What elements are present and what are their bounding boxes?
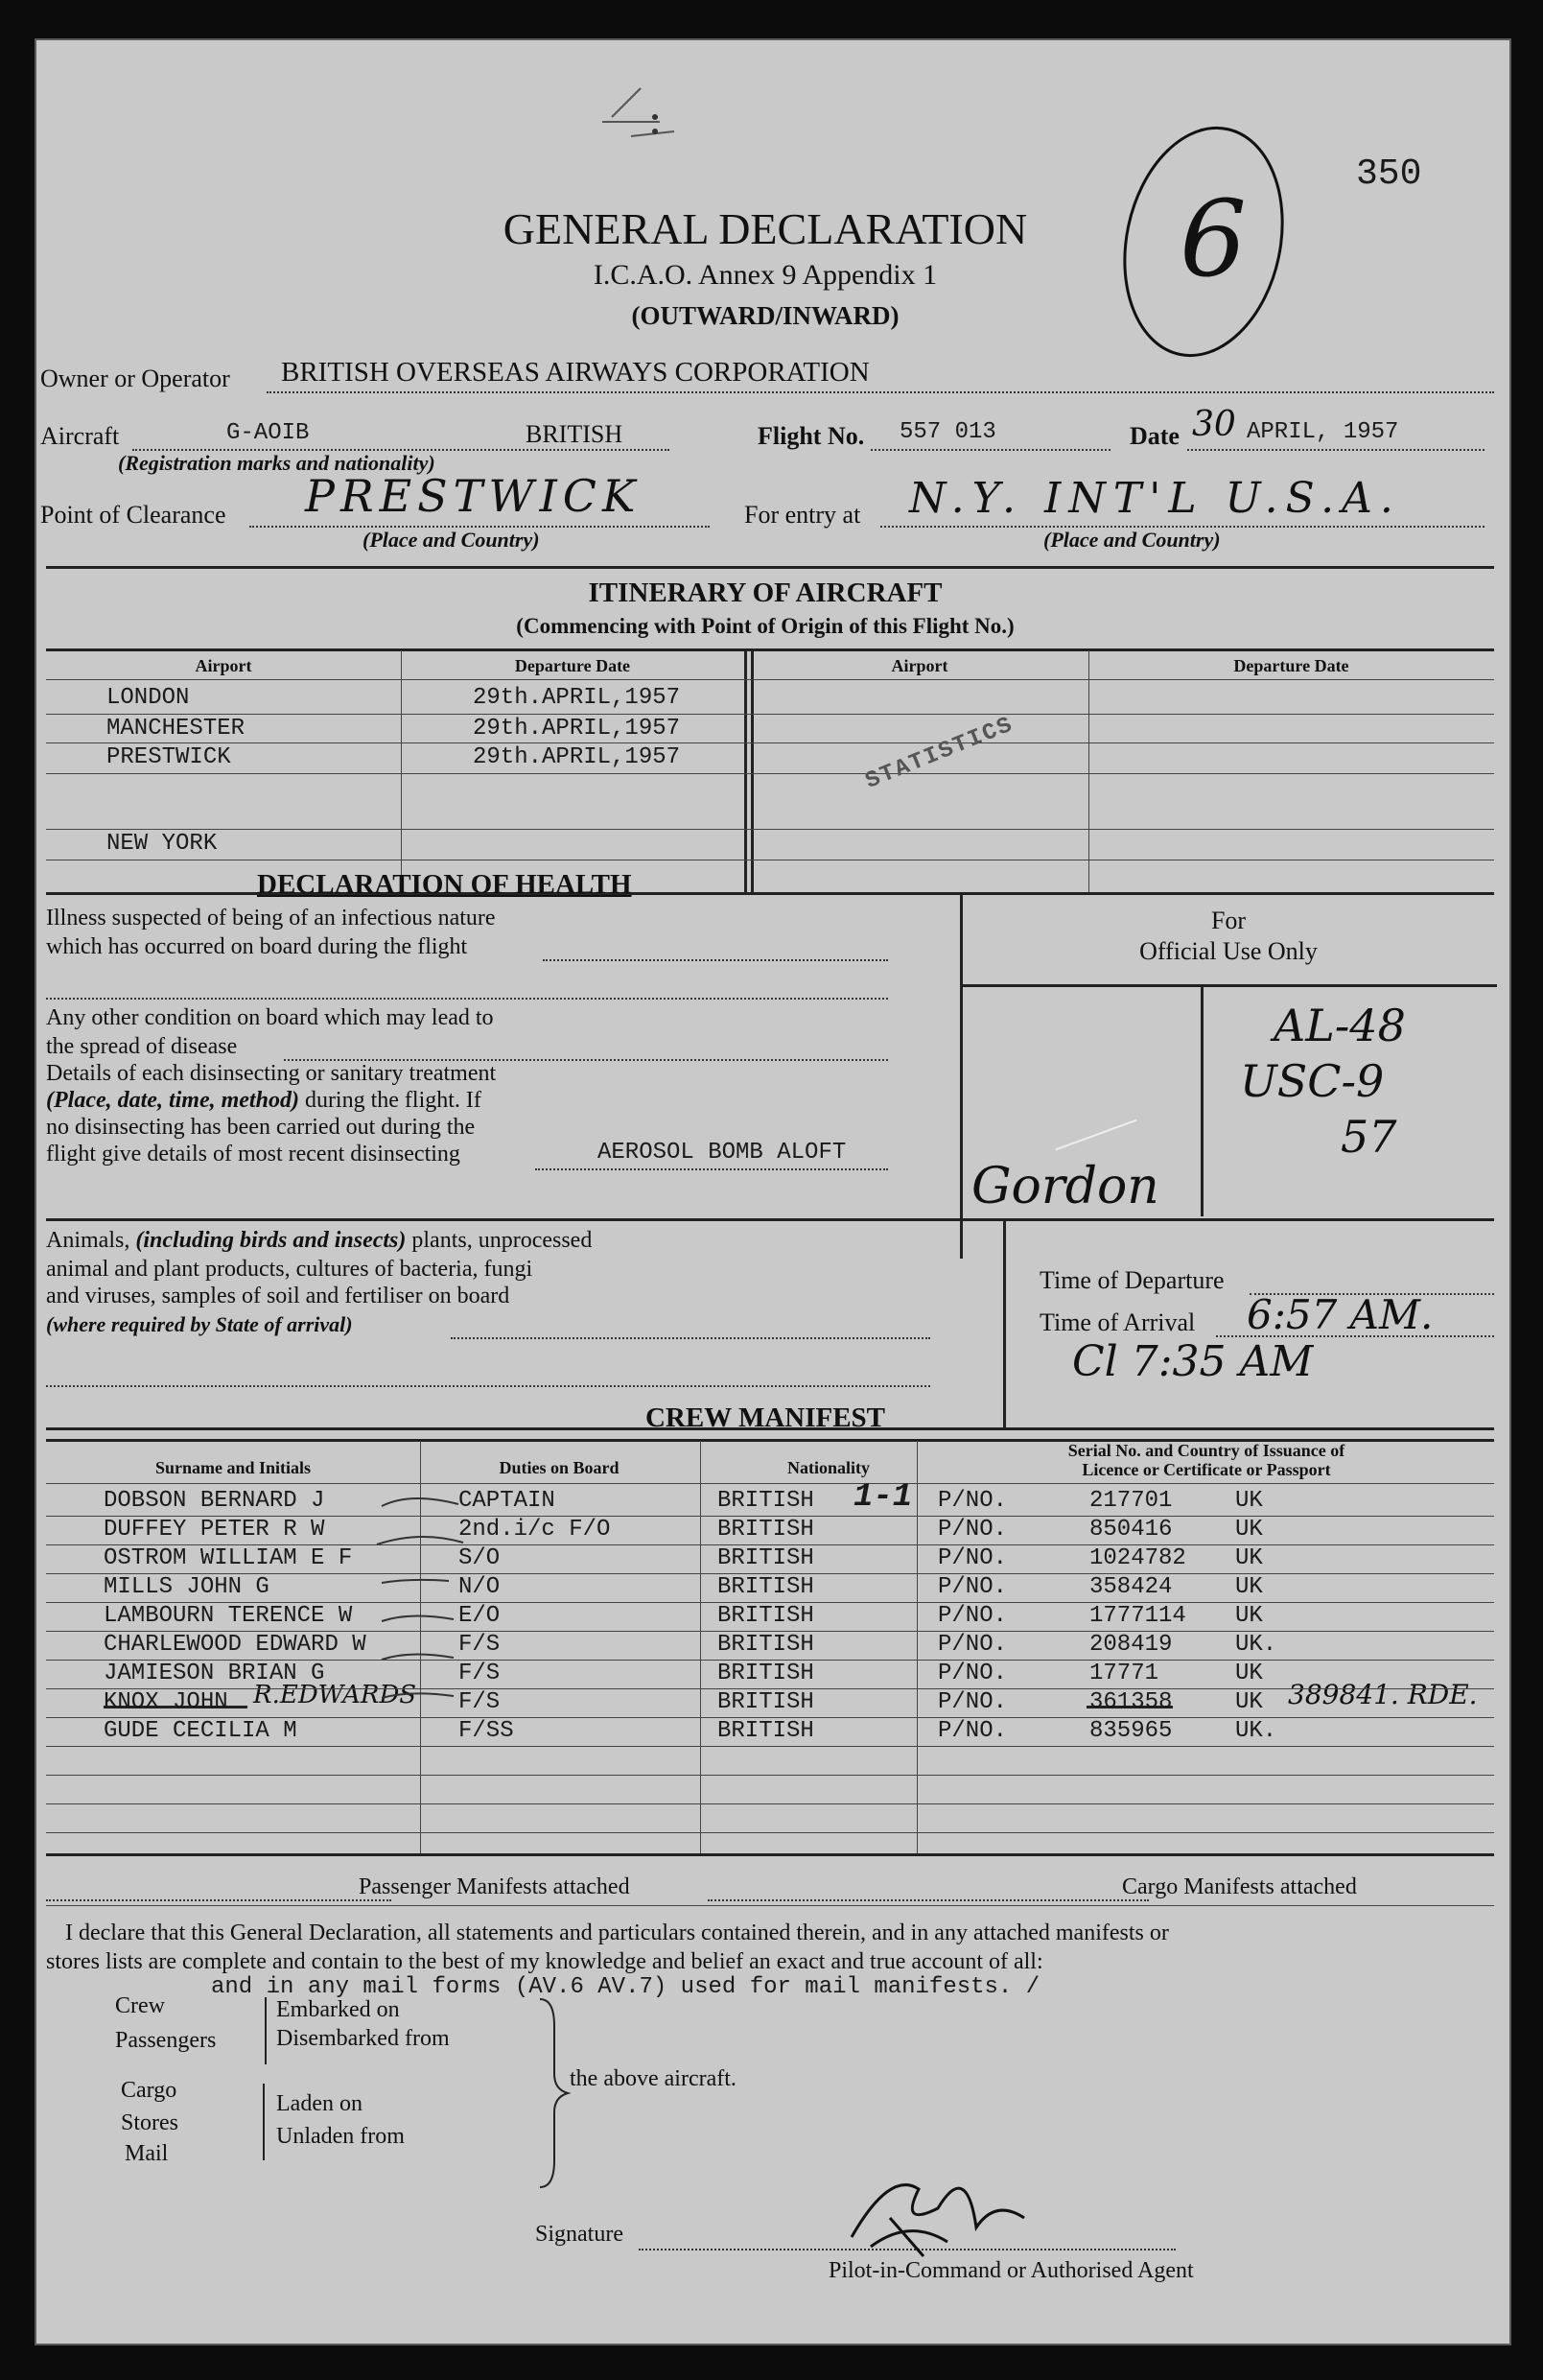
itin-header-date-2: Departure Date [1233,656,1349,675]
animals-line4: (where required by State of arrival) [46,1312,353,1336]
cargo-manifests: Cargo Manifests attached [1122,1874,1357,1899]
crew-cell-country: UK [1235,1603,1263,1629]
health-q3-line2: during the flight. If [304,1088,481,1113]
health-q3-line3: no disinsecting has been carried out during the [46,1115,476,1140]
pencil-scribble [583,79,698,146]
circled-mark-text: 6 [1180,177,1247,300]
health-title: DECLARATION OF HEALTH [257,869,632,900]
health-q3-answer: AEROSOL BOMB ALOFT [597,1140,847,1166]
crew-cell-pno: P/NO. [938,1517,1008,1543]
crew-header-duty: Duties on Board [499,1458,620,1477]
crew-cell-nat: BRITISH [717,1488,814,1514]
crew-row-rule [46,1803,1494,1804]
aircraft-nationality: BRITISH [526,420,623,448]
crew-header-nationality: Nationality [786,1458,870,1477]
date-day: 30 [1192,405,1236,444]
itin-header-date-1: Departure Date [514,656,631,675]
crew-cell-name: CHARLEWOOD EDWARD W [104,1632,366,1658]
brace [535,1997,573,2189]
passenger-manifests: Passenger Manifests attached [359,1874,630,1899]
animals-b: plants, unprocessed [411,1228,593,1253]
entry-value: N.Y. INT'L U.S.A. [909,474,1401,523]
itin-airport: LONDON [106,685,190,711]
decl-embarked: Embarked on [276,1997,400,2022]
animals-italic: (including birds and insects) [135,1228,407,1253]
crew-cell-duty: 2nd.i/c F/O [458,1517,611,1543]
crew-row-rule [46,1832,1494,1833]
crew-cell-serial: 850416 [1089,1517,1173,1543]
crew-cell-country: UK [1235,1661,1263,1686]
date-value: APRIL, 1957 [1247,419,1399,445]
captain-mark: 1-1 [853,1479,913,1516]
crew-cell-nat: BRITISH [717,1574,814,1600]
crew-row-rule [46,1746,1494,1747]
crew-cell-country: UK [1235,1488,1263,1514]
form-title: GENERAL DECLARATION [503,204,1028,253]
signature-label: Signature [535,2222,623,2247]
arrival-value: 6:57 AM. [1247,1291,1434,1338]
crew-cell-name: DUFFEY PETER R W [104,1517,325,1543]
animals-line3: and viruses, samples of soil and fertiliser on board [46,1284,510,1308]
itin-header-airport-1: Airport [195,656,252,675]
itin-date: 29th.APRIL,1957 [473,716,681,742]
crew-cell-name: KNOX JOHN [104,1689,228,1715]
health-q1-line2: which has occurred on board during the flight [46,934,468,959]
arrival-extra: Cl 7:35 AM [1072,1337,1314,1386]
crew-cell-duty: F/S [458,1632,501,1658]
circled-number [1112,107,1295,376]
decl-disembarked: Disembarked from [276,2026,450,2051]
official-for: For [1210,907,1247,934]
official-use-box [960,894,1497,967]
declaration-line2: stores lists are complete and contain to the best of my knowledge and belief an exact and true account of all: [46,1949,1043,1974]
itinerary-title: ITINERARY OF AIRCRAFT [588,577,943,608]
crew-cell-serial: 361358 [1089,1689,1173,1715]
declaration-line1: I declare that this General Declaration, all statements and particulars contained therein, and in any attached manifests or [65,1920,1169,1945]
health-q2-line1: Any other condition on board which may lead to [46,1005,494,1030]
crew-cell-serial: 217701 [1089,1488,1173,1514]
replacement-name: R.EDWARDS [253,1681,417,1709]
form-direction: (OUTWARD/INWARD) [631,301,900,330]
health-q3-line1: Details of each disinsecting or sanitary treatment [46,1061,497,1086]
crew-cell-serial: 835965 [1089,1718,1173,1744]
official-signature: Gordon [971,1158,1159,1215]
animals-line2: animal and plant products, cultures of bacteria, fungi [46,1257,533,1282]
declaration-form [35,38,1511,2345]
clearance-label: Point of Clearance [40,501,226,529]
crew-cell-serial: 358424 [1089,1574,1173,1600]
crew-cell-country: UK [1235,1545,1263,1571]
aircraft-registration: G-AOIB [226,420,310,446]
itin-header-airport-2: Airport [891,656,948,675]
crew-cell-name: GUDE CECILIA M [104,1718,297,1744]
clearance-value: PRESTWICK [305,470,642,522]
crew-cell-serial: 1024782 [1089,1545,1186,1571]
date-label: Date [1130,422,1180,450]
owner-label: Owner or Operator [40,365,230,392]
crew-cell-duty: F/SS [458,1718,514,1744]
crew-cell-country: UK [1235,1574,1263,1600]
crew-cell-name: JAMIESON BRIAN G [104,1661,325,1686]
crew-cell-pno: P/NO. [938,1603,1008,1629]
crew-cell-nat: BRITISH [717,1718,814,1744]
crew-cell-pno: P/NO. [938,1632,1008,1658]
replacement-serial: 389841. RDE. [1288,1679,1478,1710]
arrival-label: Time of Arrival [1040,1308,1196,1336]
entry-note: (Place and Country) [1043,528,1221,552]
crew-cell-pno: P/NO. [938,1574,1008,1600]
crew-header-name: Surname and Initials [154,1458,312,1477]
crew-header-serial-1: Serial No. and Country of Issuance of [1067,1441,1345,1460]
crew-cell-nat: BRITISH [717,1603,814,1629]
itin-date: 29th.APRIL,1957 [473,685,681,711]
crew-cell-pno: P/NO. [938,1545,1008,1571]
statistics-stamp: STATISTICS [861,712,1018,795]
crew-cell-country: UK. [1235,1718,1277,1744]
official-note-2: USC-9 [1240,1055,1385,1107]
crew-cell-country: UK [1235,1689,1263,1715]
form-subtitle: I.C.A.O. Annex 9 Appendix 1 [593,259,938,291]
crew-cell-serial: 208419 [1089,1632,1173,1658]
crew-cell-duty: E/O [458,1603,501,1629]
animals-a: Animals, [46,1228,130,1253]
entry-label: For entry at [744,501,861,529]
crew-cell-nat: BRITISH [717,1632,814,1658]
decl-above: the above aircraft. [570,2066,736,2091]
crew-cell-serial: 1777114 [1089,1603,1186,1629]
pilot-label: Pilot-in-Command or Authorised Agent [829,2258,1194,2283]
itin-airport: NEW YORK [106,831,218,857]
health-q3-italic: (Place, date, time, method) [46,1088,299,1113]
health-q2-line2: the spread of disease [46,1034,238,1059]
pilot-signature [832,2151,1053,2275]
crew-cell-duty: F/S [458,1661,501,1686]
clearance-note: (Place and Country) [362,528,540,552]
crew-row-rule [46,1775,1494,1776]
decl-unladen: Unladen from [276,2124,405,2149]
crew-cell-country: UK [1235,1517,1263,1543]
itinerary-subtitle: (Commencing with Point of Origin of this Flight No.) [516,614,1015,638]
health-q1-line1: Illness suspected of being of an infectious nature [46,906,496,931]
itin-date: 29th.APRIL,1957 [473,744,681,770]
crew-cell-country: UK. [1235,1632,1277,1658]
itin-airport: MANCHESTER [106,716,245,742]
crew-cell-name: OSTROM WILLIAM E F [104,1545,353,1571]
crew-cell-name: DOBSON BERNARD J [104,1488,325,1514]
departure-label: Time of Departure [1040,1266,1225,1294]
crew-title: CREW MANIFEST [644,1402,886,1433]
decl-laden: Laden on [276,2091,362,2116]
crew-cell-nat: BRITISH [717,1517,814,1543]
page-number: 350 [1356,153,1422,195]
crew-cell-nat: BRITISH [717,1661,814,1686]
health-q3-line4: flight give details of most recent disinsecting [46,1142,460,1166]
flight-label: Flight No. [758,422,865,450]
itin-airport: PRESTWICK [106,744,231,770]
decl-crew: Crew [115,1993,165,2018]
flight-number: 557 013 [900,419,996,445]
crew-cell-name: LAMBOURN TERENCE W [104,1603,353,1629]
declaration-typed-insert: and in any mail forms (AV.6 AV.7) used for mail manifests. / [211,1974,1040,2000]
decl-cargo: Cargo [121,2078,177,2103]
crew-cell-nat: BRITISH [717,1689,814,1715]
decl-mail: Mail [125,2141,169,2166]
crew-cell-duty: CAPTAIN [458,1488,555,1514]
crew-header-serial-2: Licence or Certificate or Passport [1082,1460,1331,1479]
crew-cell-name: MILLS JOHN G [104,1574,269,1600]
official-note-1: AL-48 [1274,1000,1406,1051]
decl-stores: Stores [121,2110,178,2135]
owner-value: BRITISH OVERSEAS AIRWAYS CORPORATION [281,357,870,388]
crew-cell-serial: 17771 [1089,1661,1159,1686]
aircraft-note: (Registration marks and nationality) [118,451,435,475]
crew-cell-pno: P/NO. [938,1718,1008,1744]
crew-cell-duty: F/S [458,1689,501,1715]
crew-cell-duty: S/O [458,1545,501,1571]
aircraft-label: Aircraft [40,422,120,450]
crew-cell-nat: BRITISH [717,1545,814,1571]
crew-cell-pno: P/NO. [938,1661,1008,1686]
official-use-only: Official Use Only [1139,937,1318,965]
decl-passengers: Passengers [115,2028,217,2053]
crew-cell-duty: N/O [458,1574,501,1600]
crew-cell-pno: P/NO. [938,1689,1008,1715]
official-note-3: 57 [1341,1111,1397,1163]
crew-cell-pno: P/NO. [938,1488,1008,1514]
